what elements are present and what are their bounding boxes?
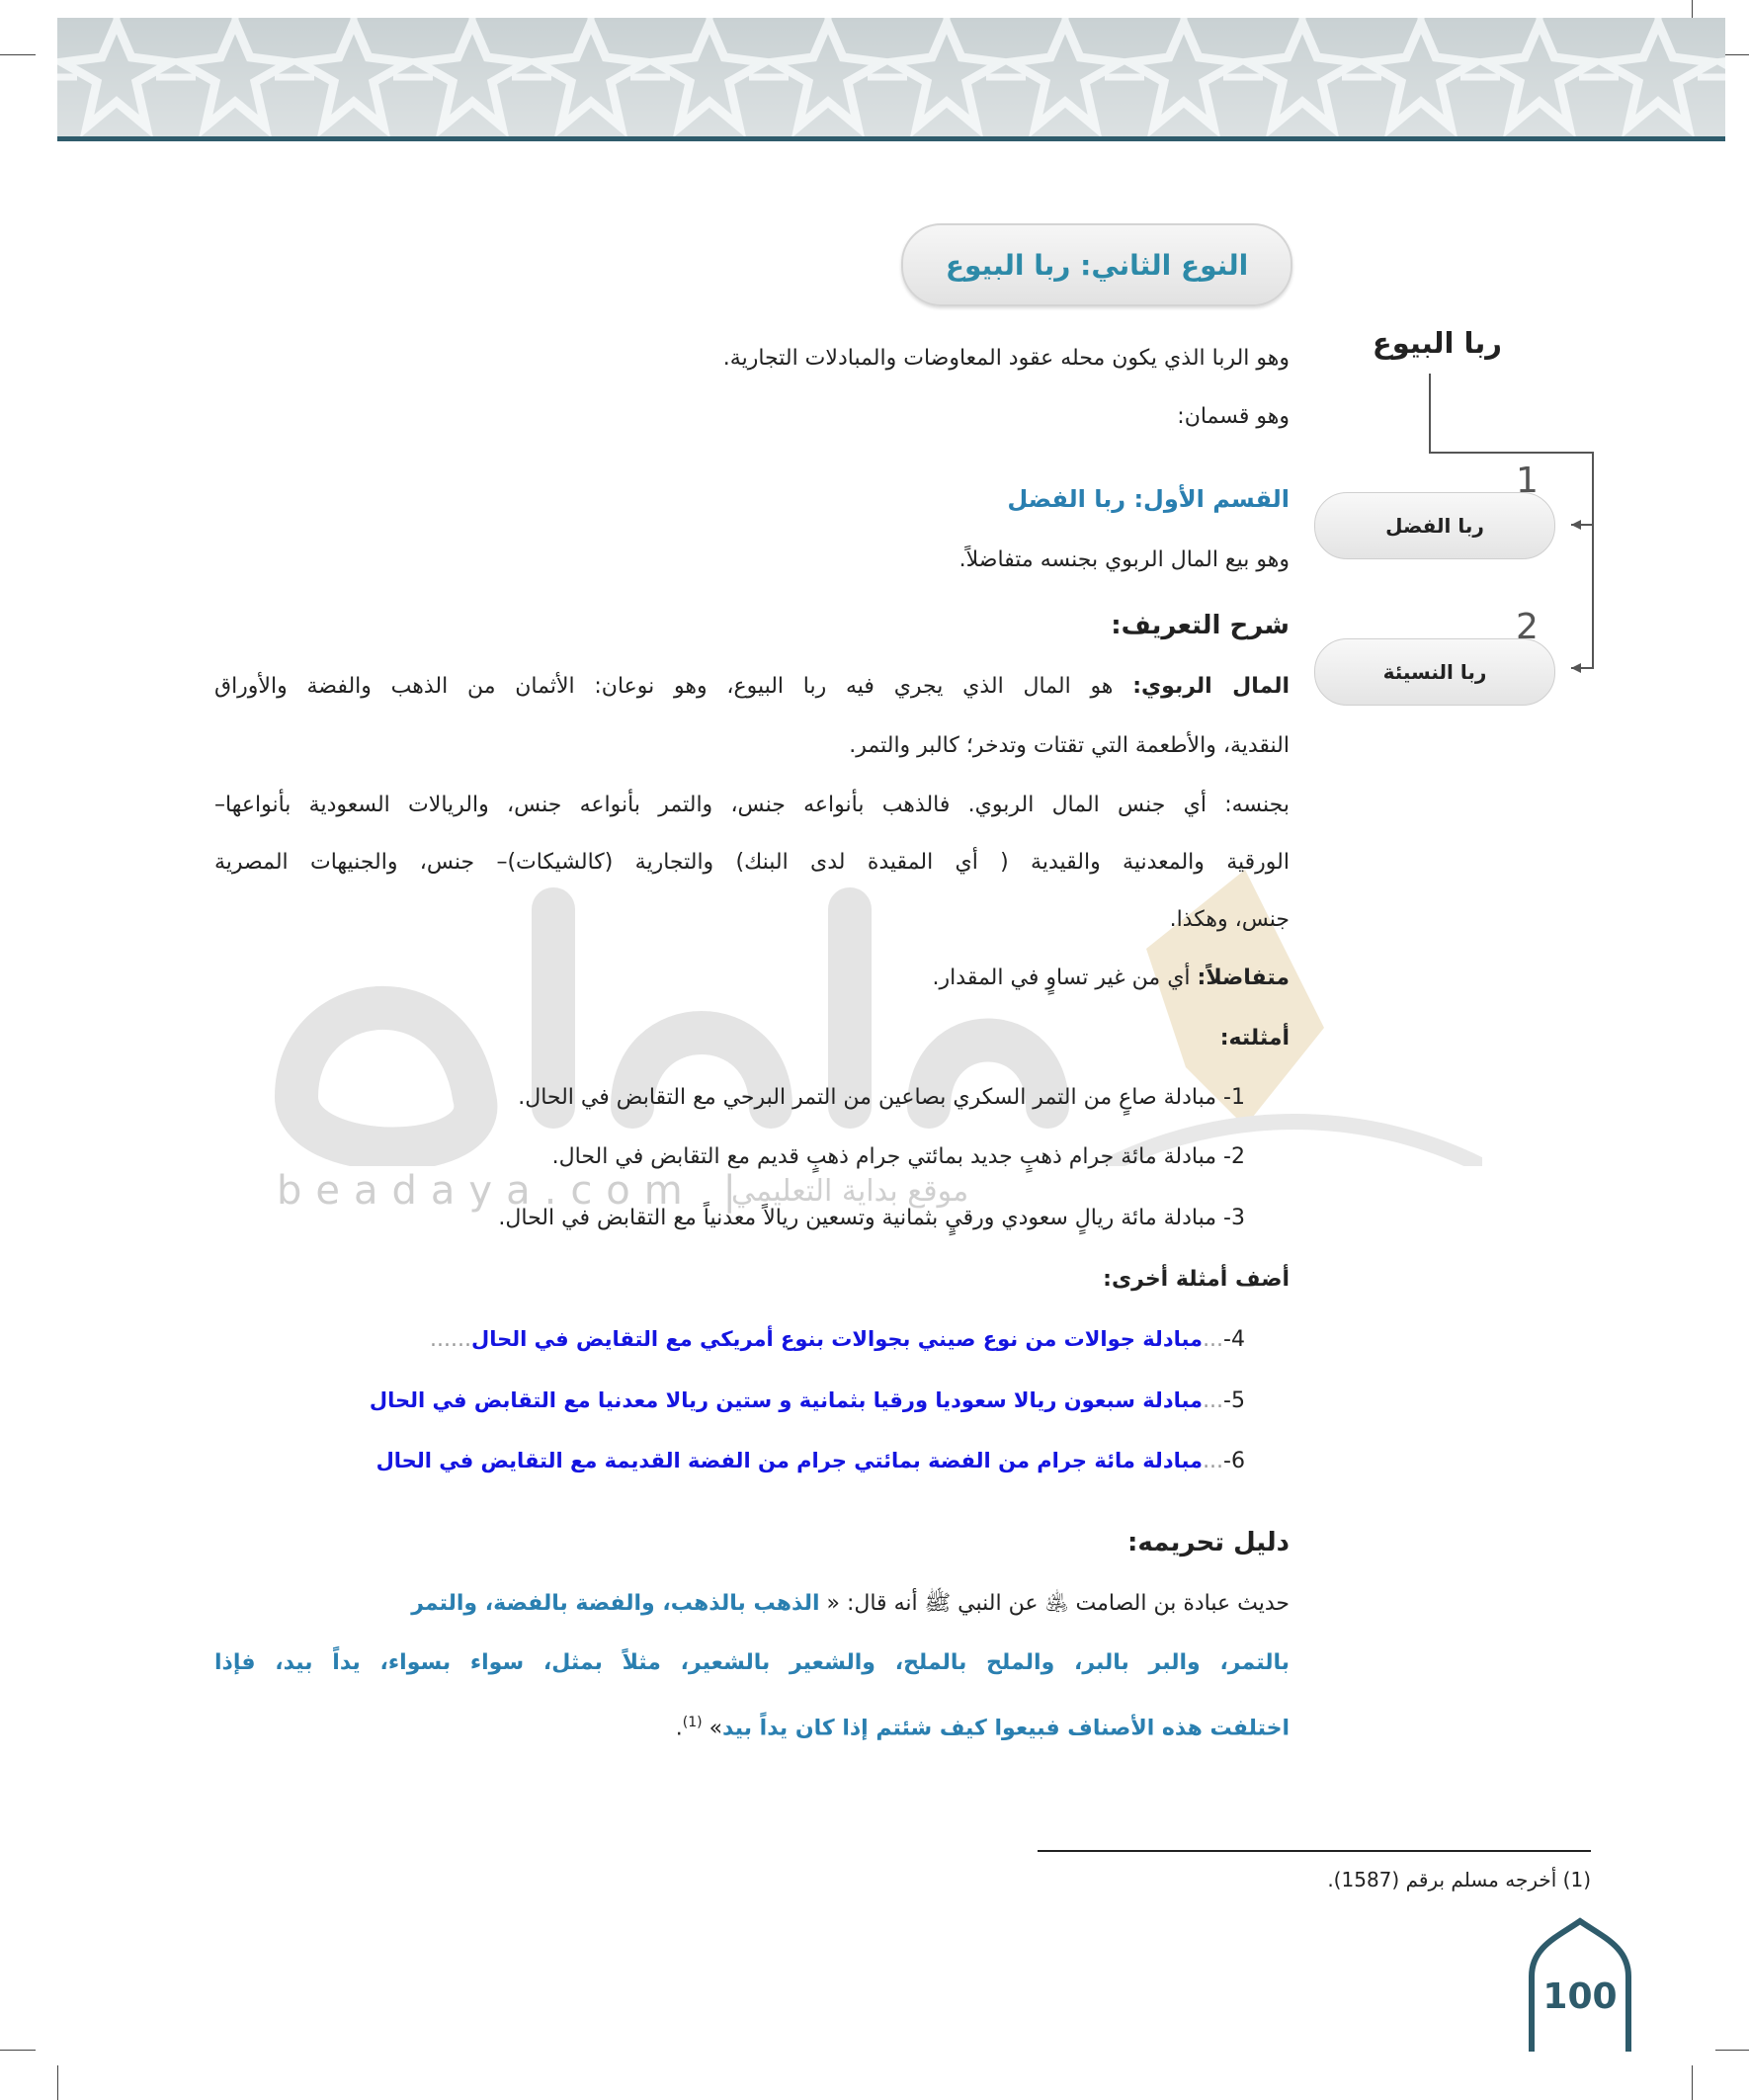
- header-pattern-band: [57, 18, 1725, 138]
- answer-number: 5-: [1223, 1388, 1245, 1413]
- jins-line-3: جنس، وهكذا.: [1169, 907, 1290, 932]
- diagram-root-label: ربا البيوع: [1372, 326, 1502, 360]
- crop-mark: [1692, 2065, 1693, 2100]
- diagram-branch-label: ربا النسيئة: [1382, 660, 1487, 684]
- answer-line: 6-...مبادلة مائة جرام من الفضة بمائتي جرام من الفضة القديمة مع التقايض في الحال: [375, 1449, 1245, 1473]
- intro-line-1: وهو الربا الذي يكون محله عقود المعاوضات والمبادلات التجارية.: [722, 346, 1290, 371]
- header-rule: [57, 136, 1725, 141]
- ribawi-line-1: [214, 672, 1290, 702]
- hadith-line-1: [411, 1589, 1290, 1619]
- hadith-text: الذهب بالذهب، والفضة بالفضة، والتمر: [411, 1591, 820, 1616]
- crop-mark: [1715, 2050, 1749, 2051]
- example-item: 1- مبادلة صاعٍ من التمر السكري بصاعين من التمر البرحي مع التقابض في الحال.: [518, 1085, 1245, 1110]
- explanation-heading: شرح التعريف:: [1111, 611, 1290, 640]
- page-number: 100: [1542, 1975, 1618, 2017]
- tafadul-text: أي من غير تساوٍ في المقدار.: [932, 966, 1191, 990]
- watermark-logo: [257, 870, 1482, 1166]
- hadith-closing: »: [708, 1716, 723, 1741]
- hadith-line-3: اختلفت هذه الأصناف فبيعوا كيف شئتم إذا كان يداً بيد» $^{(1)}$.: [675, 1715, 1290, 1741]
- example-item: 3- مبادلة مائة ريالٍ سعودي ورقيٍ بثمانية وتسعين ريالاً معدنياً مع التقابض في الحال.: [498, 1206, 1245, 1230]
- footnote-rule: [1038, 1850, 1591, 1852]
- example-item: 2- مبادلة مائة جرام ذهبٍ جديد بمائتي جرام ذهبٍ قديم مع التقابض في الحال.: [551, 1144, 1245, 1169]
- answer-text: مبادلة مائة جرام من الفضة بمائتي جرام من الفضة القديمة مع التقايض في الحال: [375, 1449, 1204, 1472]
- diagram-branch-number: 2: [1516, 607, 1539, 647]
- tafadul-line: [933, 964, 1290, 993]
- crop-mark: [0, 2050, 36, 2051]
- answer-number: 4-: [1223, 1327, 1245, 1352]
- jins-line-2: الورقية والمعدنية والقيدية ( أي المقيدة لدى البنك) والتجارية (كالشيكات)– جنس، والجنيهات المصرية: [214, 850, 1290, 875]
- diagram-branch-label: ربا الفضل: [1385, 514, 1484, 538]
- answer-line: 4-...مبادلة جوالات من نوع صيني بجوالات بنوع أمريكي مع التقايض في الحال......: [430, 1327, 1245, 1352]
- examples-heading: أمثلته:: [1219, 1026, 1290, 1050]
- answer-line: 5-...مبادلة سبعون ريالا سعوديا ورقيا بثمانية و ستين ريالا معدنيا مع التقابض في الحال: [369, 1388, 1245, 1413]
- diagram-branch-number: 1: [1516, 461, 1539, 501]
- watermark-latin: beadaya.com |: [277, 1168, 750, 1214]
- ribawi-term: المال الربوي:: [1132, 674, 1291, 699]
- part1-definition: وهو بيع المال الربوي بجنسه متفاضلاً.: [958, 547, 1290, 572]
- ribawi-line-2: النقدية، والأطعمة التي تقتات وتدخر؛ كالبر والتمر.: [849, 733, 1290, 758]
- diagram-branch-fadl: [1314, 492, 1555, 559]
- answer-text: مبادلة جوالات من نوع صيني بجوالات بنوع أمريكي مع التقايض في الحال: [471, 1327, 1204, 1351]
- tafadul-term: متفاضلاً:: [1197, 966, 1290, 990]
- crop-mark: [57, 2065, 58, 2100]
- watermark-arabic: موقع بداية التعليمي: [731, 1174, 969, 1209]
- answer-text: مبادلة سبعون ريالا سعوديا ورقيا بثمانية و ستين ريالا معدنيا مع التقابض في الحال: [369, 1388, 1204, 1412]
- footnote: (1) أخرجه مسلم برقم (1587).: [1327, 1868, 1591, 1891]
- crop-mark: [0, 54, 36, 55]
- ribawi-text: هو المال الذي يجري فيه ربا البيوع، وهو نوعان: الأثمان من الذهب والفضة والأوراق: [214, 674, 1114, 699]
- diagram-branch-nasia: [1314, 638, 1555, 706]
- intro-line-2: وهو قسمان:: [1177, 404, 1290, 429]
- hadith-line-2: بالتمر، والبر بالبر، والملح بالملح، والشعير بالشعير، مثلاً بمثل، سواء بسواء، يداً بيد، فإذا: [214, 1650, 1290, 1675]
- jins-line-1: بجنسه: أي جنس المال الربوي. فالذهب بأنواعه جنس، والتمر بأنواعه جنس، والريالات السعودية بأنواعها–: [214, 793, 1290, 817]
- footnote-ref: (1): [682, 1715, 703, 1730]
- answer-number: 6-: [1223, 1449, 1245, 1473]
- part1-heading: القسم الأول: ربا الفضل: [1007, 485, 1290, 513]
- more-examples-heading: أضف أمثلة أخرى:: [1103, 1267, 1290, 1292]
- hadith-intro: حديث عبادة بن الصامت ﵁ عن النبي ﷺ أنه قال: «: [826, 1591, 1290, 1616]
- hadith-text: اختلفت هذه الأصناف فبيعوا كيف شئتم إذا كان يداً بيد: [722, 1716, 1290, 1741]
- evidence-heading: دليل تحريمه:: [1126, 1528, 1290, 1557]
- section-title: النوع الثاني: ربا البيوع: [901, 223, 1292, 306]
